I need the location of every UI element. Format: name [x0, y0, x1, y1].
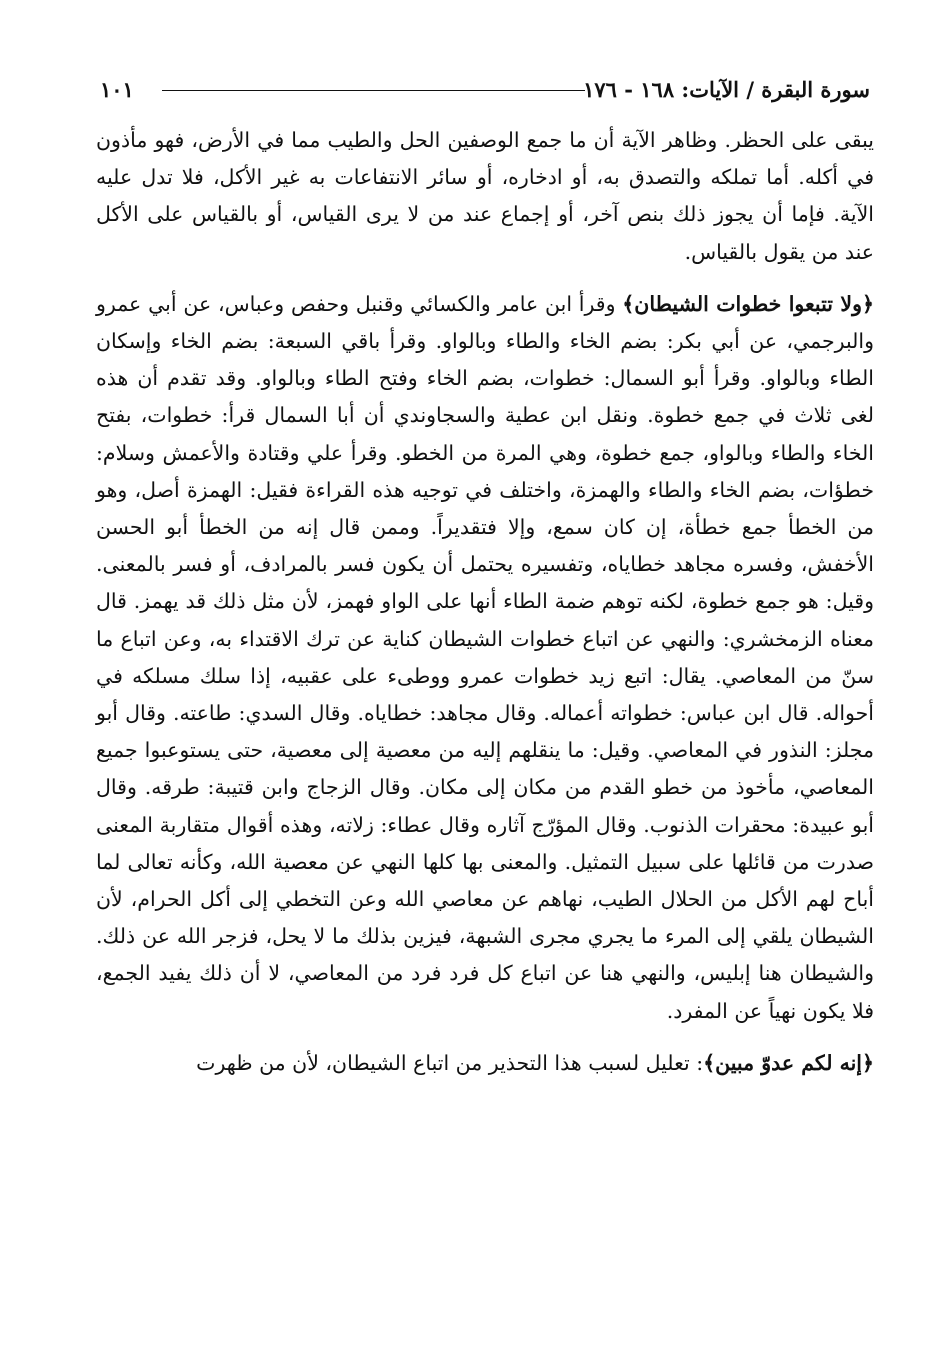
running-header: [100, 72, 870, 112]
paragraph-footsteps-of-satan: [96, 286, 874, 1030]
header-rule: [162, 90, 585, 91]
paragraph-text: يبقى على الحظر. وظاهر الآية أن ما جمع الوصفين الحل والطيب مما في الأرض، فهو مأذون في أكله. أما تملكه والتصدق به، أو ادخاره، أو سائر الانتفاعات به غير الأكل، فلا تدل عليه الآية. فإما أن يجوز ذلك بنص آخر، أو إجماع عند من لا يرى القياس، أو بالقياس على الأكل عند من يقول بالقياس.: [96, 128, 874, 264]
paragraph-text: : تعليل لسبب هذا التحذير من اتباع الشيطان، لأن من ظهرت: [196, 1050, 704, 1075]
quran-quote: ﴿ولا تتبعوا خطوات الشيطان﴾: [622, 291, 874, 316]
paragraph-text: وقرأ ابن عامر والكسائي وقنبل وحفص وعباس، عن أبي عمرو والبرجمي، عن أبي بكر: بضم الخاء والطاء وبالواو. وقرأ باقي السبعة: بضم الخاء وإسكان الطاء وبالواو. وقرأ أبو السمال: خطوات، بضم الخاء وفتح الطاء وبالواو. وقد تقدم أن هذه لغى ثلاث في جمع خطوة. ونقل ابن عطية والسجاوندي أن أبا السمال قرأ: خطوات، بفتح الخاء والطاء وبالواو، جمع خطوة، وهي المرة من الخطو. وقرأ علي وقتادة والأعمش وسلام: خطؤات، بضم الخاء والطاء والهمزة، واختلف في توجيه هذه القراءة فقيل: الهمزة أصل، وهو من الخطأ جمع خطأة، إن كان سمع، وإلا فتقديراً. وممن قال إنه من الخطأ أبو الحسن الأخفش، وفسره مجاهد خطاياه، وتفسيره يحتمل أن يكون فسر بالمرادف، أو فسر بالمعنى. وقيل: هو جمع خطوة، لكنه توهم ضمة الطاء أنها على الواو فهمز، لأن مثل ذلك قد يهمز. قال معناه الزمخشري: والنهي عن اتباع خطوات الشيطان كناية عن ترك الاقتداء به، وعن اتباع ما سنّ من المعاصي. يقال: اتبع زيد خطوات عمرو ووطىء على عقبيه، إذا سلك مسلكه في أحواله. قال ابن عباس: خطواته أعماله. وقال مجاهد: خطاياه. وقال السدي: طاعته. وقال أبو مجلز: النذور في المعاصي. وقيل: ما ينقلهم إليه من معصية إلى معصية، حتى يستوعبوا جميع المعاصي، مأخوذ من خطو القدم من مكان إلى مكان. وقال الزجاج وابن قتيبة: طرقه. وقال أبو عبيدة: محقرات الذنوب. وقال المؤرّج آثاره وقال عطاء: زلاته، وهذه أقوال متقاربة المعنى صدرت من قائلها على سبيل التمثيل. والمعنى بها كلها النهي عن معصية الله، وكأنه تعالى لما أباح لهم الأكل من الحلال الطيب، نهاهم عن معاصي الله وعن التخطي إلى أكل الحرام، لأن الشيطان يلقي إلى المرء ما يجري مجرى الشبهة، فيزين بذلك ما لا يحل، فزجر الله عن ذلك. والشيطان هنا إبليس، والنهي هنا عن اتباع كل فرد فرد من المعاصي، لا أن ذلك يفيد الجمع، فلا يكون نهياً عن المفرد.: [96, 291, 874, 1023]
quran-quote: ﴿إنه لكم عدوّ مبين﴾: [703, 1050, 874, 1075]
paragraph-clear-enemy: [96, 1045, 874, 1082]
page-number: ١٠١: [100, 77, 134, 102]
surah-verses-title: سورة البقرة / الآيات: ١٦٨ - ١٧٦: [583, 77, 870, 102]
commentary-body: [96, 122, 874, 1082]
paragraph-prohibition-remains: [96, 122, 874, 271]
